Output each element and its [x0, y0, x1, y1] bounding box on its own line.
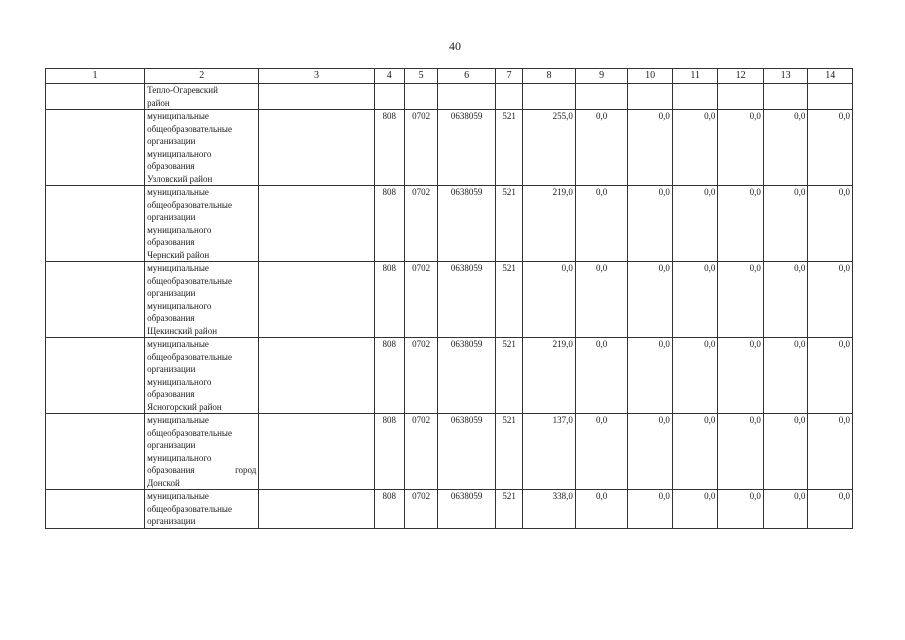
name-line: организации: [147, 212, 196, 222]
column-header: 9: [575, 69, 628, 84]
column-header: 7: [495, 69, 522, 84]
cell-value: 0,0: [672, 490, 718, 529]
cell-col3: [259, 110, 374, 186]
cell-expense-type: 521: [495, 186, 522, 262]
name-line: Тепло-Огаревский: [147, 85, 218, 95]
cell-value: 0,0: [718, 110, 764, 186]
cell-value: 0,0: [628, 186, 672, 262]
page-number: 40: [449, 39, 461, 53]
name-line: муниципальные: [147, 263, 209, 273]
cell-target-code: [438, 84, 496, 110]
cell-value: 0,0: [575, 262, 628, 338]
cell-col3: [259, 186, 374, 262]
name-line: образования: [147, 313, 195, 323]
cell-target-code: 0638059: [438, 186, 496, 262]
recipient-name-cell: [145, 490, 259, 529]
name-line: Донской: [147, 477, 180, 488]
recipient-name-cell: [145, 414, 259, 490]
name-line: общеобразовательные: [147, 427, 232, 438]
name-line: организации: [147, 364, 196, 374]
cell-value: [718, 84, 764, 110]
cell-value: 0,0: [672, 186, 718, 262]
name-line: Узловский район: [147, 173, 213, 184]
cell-ministry-code: 808: [374, 186, 404, 262]
name-line: организации: [147, 516, 196, 526]
cell-amount: 255,0: [523, 110, 576, 186]
cell-value: 0,0: [763, 262, 807, 338]
column-header: 4: [374, 69, 404, 84]
name-line: муниципальные: [147, 339, 209, 349]
cell-amount: 338,0: [523, 490, 576, 529]
cell-value: 0,0: [763, 414, 807, 490]
cell-value: 0,0: [718, 414, 764, 490]
cell-value: 0,0: [763, 110, 807, 186]
column-header: 14: [808, 69, 853, 84]
cell-value: 0,0: [763, 186, 807, 262]
cell-ministry-code: [374, 84, 404, 110]
cell-expense-type: 521: [495, 490, 522, 529]
cell-value: 0,0: [575, 414, 628, 490]
cell-target-code: 0638059: [438, 338, 496, 414]
column-header: 1: [46, 69, 145, 84]
cell-value: 0,0: [808, 490, 853, 529]
cell-ministry-code: 808: [374, 110, 404, 186]
cell-value: 0,0: [808, 186, 853, 262]
name-line: муниципального: [147, 376, 212, 387]
cell-target-code: 0638059: [438, 414, 496, 490]
name-line: организации: [147, 288, 196, 298]
cell-value: 0,0: [575, 338, 628, 414]
cell-value: 0,0: [575, 110, 628, 186]
cell-expense-type: 521: [495, 414, 522, 490]
name-line: общеобразовательные: [147, 123, 232, 134]
name-word: образования: [147, 465, 195, 475]
name-line: [147, 464, 256, 477]
name-line: район: [147, 97, 170, 108]
cell-col1: [46, 338, 145, 414]
cell-target-code: 0638059: [438, 110, 496, 186]
name-line: образования: [147, 237, 195, 247]
name-line: общеобразовательные: [147, 275, 232, 286]
name-line: муниципальные: [147, 111, 209, 121]
recipient-name-cell: [145, 186, 259, 262]
name-line: Щекинский район: [147, 325, 218, 336]
name-line: образования: [147, 389, 195, 399]
name-line: муниципального: [147, 224, 212, 235]
cell-amount: 137,0: [523, 414, 576, 490]
budget-table: [45, 68, 853, 529]
column-header: 12: [718, 69, 764, 84]
name-line: образования: [147, 161, 195, 171]
cell-col1: [46, 84, 145, 110]
cell-section-code: 0702: [404, 110, 437, 186]
name-line: муниципальные: [147, 415, 209, 425]
name-line: муниципальные: [147, 187, 209, 197]
cell-value: 0,0: [628, 414, 672, 490]
name-line: организации: [147, 136, 196, 146]
table-row: [46, 186, 853, 262]
cell-value: 0,0: [808, 414, 853, 490]
column-header: 2: [145, 69, 259, 84]
column-number-row: [46, 69, 853, 84]
name-line: общеобразовательные: [147, 351, 232, 362]
cell-col3: [259, 414, 374, 490]
table-row: [46, 490, 853, 529]
cell-value: 0,0: [628, 490, 672, 529]
name-word: город: [235, 465, 257, 475]
cell-col1: [46, 186, 145, 262]
recipient-name-cell: [145, 338, 259, 414]
name-line: муниципальные: [147, 491, 209, 501]
cell-ministry-code: 808: [374, 414, 404, 490]
cell-section-code: 0702: [404, 186, 437, 262]
table-row: [46, 84, 853, 110]
column-header: 13: [763, 69, 807, 84]
cell-value: 0,0: [672, 414, 718, 490]
name-line: общеобразовательные: [147, 199, 232, 210]
cell-section-code: 0702: [404, 262, 437, 338]
cell-expense-type: 521: [495, 110, 522, 186]
recipient-name-cell: [145, 262, 259, 338]
cell-section-code: 0702: [404, 490, 437, 529]
cell-value: 0,0: [808, 338, 853, 414]
cell-value: 0,0: [672, 338, 718, 414]
cell-value: 0,0: [575, 186, 628, 262]
cell-ministry-code: 808: [374, 262, 404, 338]
cell-col1: [46, 110, 145, 186]
cell-target-code: 0638059: [438, 490, 496, 529]
cell-expense-type: 521: [495, 338, 522, 414]
cell-amount: 219,0: [523, 186, 576, 262]
recipient-name-cell: [145, 110, 259, 186]
column-header: 5: [404, 69, 437, 84]
cell-value: [628, 84, 672, 110]
cell-value: 0,0: [808, 262, 853, 338]
cell-value: 0,0: [718, 490, 764, 529]
cell-col1: [46, 414, 145, 490]
cell-ministry-code: 808: [374, 338, 404, 414]
table-row: [46, 110, 853, 186]
cell-value: [763, 84, 807, 110]
cell-value: 0,0: [808, 110, 853, 186]
cell-ministry-code: 808: [374, 490, 404, 529]
cell-value: 0,0: [718, 186, 764, 262]
cell-value: 0,0: [718, 262, 764, 338]
cell-col1: [46, 262, 145, 338]
recipient-name-cell: [145, 84, 259, 110]
cell-amount: [523, 84, 576, 110]
table-row: [46, 414, 853, 490]
cell-value: [808, 84, 853, 110]
name-line: организации: [147, 440, 196, 450]
column-header: 3: [259, 69, 374, 84]
table-row: [46, 338, 853, 414]
cell-value: 0,0: [763, 490, 807, 529]
table-row: [46, 262, 853, 338]
cell-col3: [259, 262, 374, 338]
cell-section-code: 0702: [404, 338, 437, 414]
cell-col1: [46, 490, 145, 529]
cell-value: 0,0: [672, 110, 718, 186]
cell-col3: [259, 490, 374, 529]
name-line: муниципального: [147, 300, 212, 311]
column-header: 6: [438, 69, 496, 84]
cell-value: [672, 84, 718, 110]
cell-value: 0,0: [718, 338, 764, 414]
cell-value: [575, 84, 628, 110]
cell-col3: [259, 84, 374, 110]
cell-amount: 0,0: [523, 262, 576, 338]
name-line: муниципального: [147, 148, 212, 159]
cell-value: 0,0: [672, 262, 718, 338]
column-header: 10: [628, 69, 672, 84]
name-line: муниципального: [147, 452, 212, 463]
name-line: общеобразовательные: [147, 503, 232, 514]
cell-amount: 219,0: [523, 338, 576, 414]
column-header: 8: [523, 69, 576, 84]
cell-section-code: [404, 84, 437, 110]
cell-col3: [259, 338, 374, 414]
cell-value: 0,0: [628, 338, 672, 414]
name-line: Чернский район: [147, 249, 210, 260]
cell-section-code: 0702: [404, 414, 437, 490]
cell-expense-type: 521: [495, 262, 522, 338]
cell-expense-type: [495, 84, 522, 110]
cell-value: 0,0: [763, 338, 807, 414]
cell-value: 0,0: [575, 490, 628, 529]
cell-value: 0,0: [628, 110, 672, 186]
cell-target-code: 0638059: [438, 262, 496, 338]
name-line: Ясногорский район: [147, 401, 222, 412]
column-header: 11: [672, 69, 718, 84]
cell-value: 0,0: [628, 262, 672, 338]
